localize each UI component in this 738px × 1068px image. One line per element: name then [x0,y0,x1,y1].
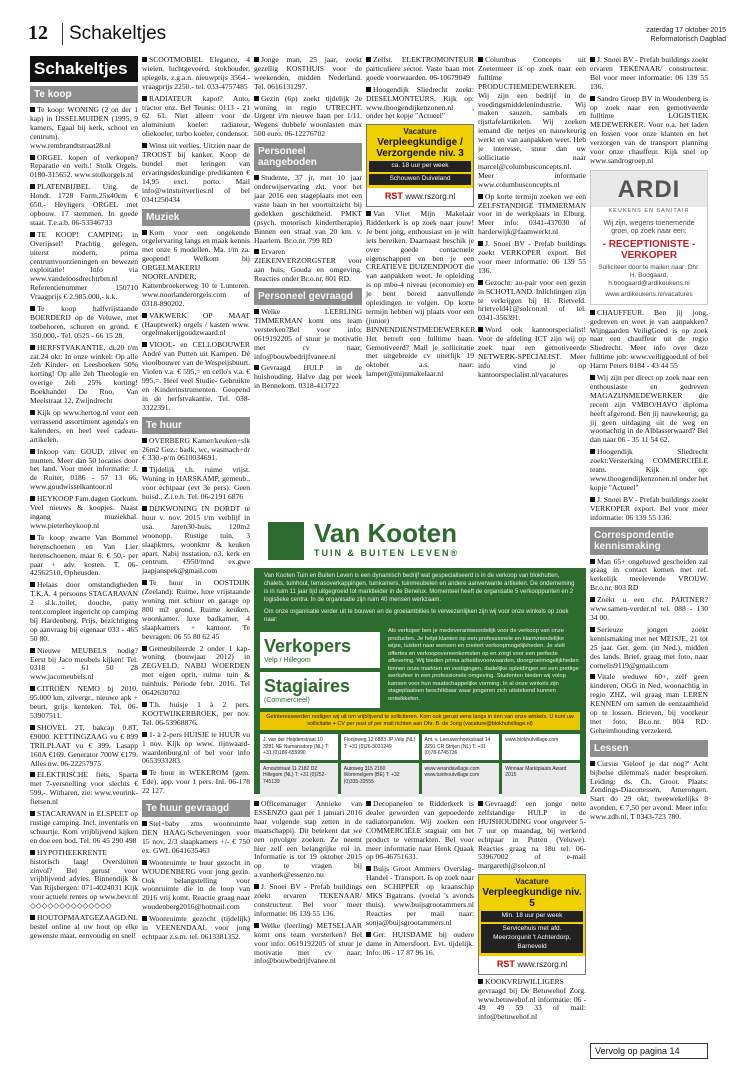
classified-ad: PLATENBIJBEL Uitg. de Hondt. 1728 Form.25x40cm € 650.- Heyligers ORGEL met opbouw. 17 stemmen. In goede staat. T.e.a.b. 06-53346733 [30,182,138,227]
classified-ad: Gezocht: au-pair voor een gezin in SCHOTLAND. Inlichtingen zijn te verkrijgen bij H. Rietveld. hrietveld41@solcon.nl of tel. 0341-356391. [478,277,586,323]
classified-ad: Gevraagd: een jonge nette zelfstandige HULP in de HUISHOUDING voor ongeveer 5-7 uur op maandag, bij werkend echtpaar in Putten (Veluwe). Reacties graag na 18u tel. 06-53967002 of e-mail margarethj@solcon.nl [478,799,586,871]
bullet-square-icon [254,923,259,928]
bullet-square-icon [30,648,35,653]
classified-ad: Te koop: WONING (2 on der 1 kap) in IJSSELMUIDEN (1995, 9 kamers, Egaal bij kerk, school en centrum). www.rembrandtstraat28.nl [30,105,138,150]
ads-list [142,56,250,205]
classified-ad: TE KOOP! CAMPING in Overijssel! Prachtig gelegen, uiterst modern, prima centrumvoorzieningen en bewezen exploitatie! Info via www.vandeloosdrechtrbm.nl Referentienummer 150710 Vraagprijs € 2.985.000,- k.k. [30,229,138,302]
classified-ad: J. Snoei BV - Prefab buildings zoekt VERKOPER export. Bel voor meer informatie: 06 139 55 136. [478,239,586,275]
bullet-square-icon [30,535,35,540]
bullet-square-icon [30,410,35,415]
ads-list [366,800,474,957]
bullet-square-icon [30,725,35,730]
bullet-square-icon [590,375,595,380]
classified-ad: Ervaren ZIEKENVERZORGSTER voor aan huis, Gouda en omgeving. Reacties onder Br.o.nr. 801 RD. [254,247,362,284]
store-item: Ant. v. Leeuwenhoekstraat 14 2291 CR Strijen (NL) T: +31 (0)78-6745736 [422,734,500,760]
bullet-square-icon [590,497,595,502]
classified-ad: HOUTOPMAATGEZAAGD.NL bestel online al uw hout op elke gewenste maat, eenvoudig en snel! [30,913,138,940]
bullet-square-icon [142,57,147,62]
classified-ad: CHAUFFEUR. Ben jij jong, gedreven en weet je van aanpakken? Wijngaarden VeiligGoed is op zoek naar een chauffeur uit de regio Sliedrecht. Meer info over deze fulltime job: www.veiliggoed.nl of bel Harm Peters 0184 - 43 44 55 [590,307,708,371]
classified-ad: VAKWERK OP MAAT (Hauptwerk) orgels / kasten www. orgelmakerijgoudzwaard.nl [142,310,250,338]
bullet-square-icon [254,57,259,62]
bullet-square-icon [142,702,147,707]
classified-ad: Gezin (6p) zoekt tijdelijk 2e woning in regio UTRECHT. Urgent i/m nieuwe baan per 1/11. Wegens dubbele woonlasten max 500 euro. 06-12276702 [254,93,362,139]
vacature-url[interactable]: www.rszorg.nl [517,959,568,969]
bullet-square-icon [254,309,259,314]
classified-ad: ELEKTRISCHE fiets, Sparta met 7-versnelling voor slechts € 599,-. Witharen, zie: www.veurink-fietsen.nl [30,770,138,807]
bullet-square-icon [30,915,35,920]
vankooten-ad [254,514,586,794]
classified-ad: Zoekt u een chr. PARTNER? www.samen-verder.nl tel. 088 - 130 34 00. [590,595,708,622]
classified-ad: SHOVEL 2T, bakcap 0.8T, €9000. KETTINGZAAG vu € 899 TRILPLAAT vu € 399. Lasapp 160A €169. Generator 700W €179. Alles nw. 06-22257975 [30,722,138,768]
column-6 [590,56,708,1038]
classified-ad: J. Snoei BV - Prefab buildings zoekt VERKOPER export. Bel voor meer informatie: 06 139 55 136. [590,494,709,522]
bullet-square-icon [366,87,371,92]
category-personeel-aangeboden: Personeel aangeboden [254,143,362,171]
bullet-square-icon [30,686,35,691]
store-list-2 [254,763,586,797]
bullet-square-icon [30,449,35,454]
classified-ad: Te huur in WEKEROM (gem. Ede), app. voor 1 pers. Inl. 06-178 22 127. [142,768,250,796]
ads-list [366,56,474,121]
bullet-square-icon [142,770,147,775]
page-number: 12 [28,22,48,44]
bullet-square-icon [590,761,595,766]
classified-ad: VIOOL- en CELLOBOUWER André van Putten uit Kampen. Dé vioolbouwer van de Wespeijsbuurt. Violen v.a. € 595,= en cello's v.a. € 995,=. Heel veel Studie- Gebruikte en Kinderinstrumenten. Geopend in de herfstvakantie. Tel. 038-3322391. [142,340,250,412]
classified-ad: Wij zijn per direct op zoek naar een enthousiaste en gedreven MAGAZIJNMEDEWERKER die recent zijn VMBO/HAVO diploma heeft afgerond. Ben jij nauwkeurig, ga jij geen uitdaging uit de weg en woonachtig in de Alblasserwaard? Bel dan naar 06 - 35 11 54 62. [590,373,708,445]
bullet-square-icon [30,184,35,189]
classified-ad: RADIATEUR kapot? Auto, tractor enz. Bel Teunis: 0113 - 21 62 61. Niet alleen voor de aluminium koeler: radiateur, oliekoeler, turbo koeler, condensor. [142,93,250,139]
ads-list [254,174,362,284]
bullet-square-icon [478,979,483,984]
ads-list [30,106,138,941]
classified-ad: Studente, 37 jr, met 10 jaar onderwijservaring zkt. voor het jaar 2016 een stageplaats met een vaste baan in het voortuitzicht bij gedekken geschiktheid. PMKT (psych. motorisch kindertherapie) Binnen een straal van 20 km. v. Haarlem. Br.o.nr. 799 RD [254,173,362,245]
category-correspondentie: Correspondentie kennismaking [590,527,708,555]
category-muziek: Muziek [142,209,250,226]
section-title: Schakeltjes [62,23,166,45]
classified-ad: Ger. HUISDAME bij oudere dame in Amersfoort. Evt. tijdelijk. Info: 06 - 17 87 96 16. [366,929,474,957]
bullet-square-icon [366,211,371,216]
bullet-square-icon [142,342,147,347]
classified-ad: Zelfst. ELEKTROMONTEUR particuliere sector. Vaste baan met goede voorwaarden. 06-10679049 [366,55,474,82]
bullet-square-icon [590,449,595,454]
role-stagiaires: Stagiaires (Commercieel) [260,672,380,708]
classified-ad: Tijdelijk t.h. ruime vrijst. Woning in HARSKAMP, gemeub., voor echtpaar (evt 3e pers). Geen huisd., Z.i.e.h. Tel. 06-2191 6876 [142,465,250,502]
bullet-square-icon [478,241,483,246]
column-5-bottom [478,800,586,1044]
classified-ad: Stel+baby zms woonruimte DEN HAAG/Scheveningen voor 15 nov, 2/3 slaapkamers +/- € 750 ex. GWL 0641635463 [142,819,250,855]
ads-list [142,437,250,796]
bullet-square-icon [366,801,371,806]
classified-ad: HEYKOOP Fam.dagen Gorkum. Veel nieuws & koopjes. Naast ingang muziekhal. www.pieterheykoop.nl [30,494,138,530]
classified-ad: Hoogendijk Sliedrecht zoekt:Versterking COMMERCIËLE team. Kijk op: www.thoogendijkenzonen.nl onder het kopje "Actueel" [590,447,708,492]
classified-ad: Gemeubileerde 2 onder 1 kap-woning (bouwjaar 2012) in ZEGVELD, NABIJ WOERDEN met eigen oprit, ruime tuin & tuinhuis. Periode febr. 2016. Tel 0642630702 [142,643,250,698]
classified-ad: Man 65+ ongehuwd gescheiden zal graag in contact komen met ref. kerkelijk meelevende VROUW. Br.o.nr. 803 RD [590,556,708,593]
rst-logo: RST [496,958,515,969]
vankooten-brand: Van Kooten [314,518,458,548]
bullet-square-icon [590,57,595,62]
ardi-intro: Wij zijn, wegens toenemende groei, op zoek naar een: [603,219,695,235]
classified-ad: HERFSTVAKANTIE, di.20 t/m zat.24 okt: In onze winkel: Op alle 2eh Kinder- en Leesboeken 50% korting! Op alle 2eh Theologie en overige 2eh 25% korting! Boekhandel De Roo, Van Meelstraat 12, Zwijndrecht [30,342,138,406]
classified-ad: Te huur in OOSTDIJK (Zeeland): Ruime, luxe vrijstaande woning met schuur en garage op 800 m2 grond. Ruime keuken, woonkamer, luxe badkamer, 4 slaapkamers + kantoor. Te bevragen: 06 55 80 62 45 [142,578,250,641]
ads-list [478,56,586,380]
ads-list [254,800,362,966]
ardi-url[interactable]: www.ardikeukens.nl/vacatures [605,290,693,298]
classified-ad: Hoogendijk Sliedrecht zoekt: DIESELMONTEURS. Kijk op: www.thoogendijkenzonen.nl , onder het kopje "Actueel" [366,84,474,121]
classified-ad: HYPOTHEEKRENTE historisch laag! Oversluiten zinvol? Bel gerust voor vrijblijvend advies. Binnendijk & Van Rijsbergen: 071-4024031 Kijk voor actuele rentes op www.bevr.nl ◇◇◇◇◇◇◇◇◇◇◇◇◇◇ [30,847,138,911]
ads-list [366,208,478,379]
ads-list [590,558,708,736]
bullet-square-icon [30,155,35,160]
vacature-label: Vacature [515,877,549,887]
vacature-title: Verpleegkundige niv. 5 [482,887,582,910]
bullet-square-icon [142,506,147,511]
classified-ad: Sandro Groep BV in Woudenberg is op zoek naar een gemotiveerde fulltime LOGISTIEK MEDEWERKER. Voor o.a. het laden en lossen voor onze klanten en het verzorgen van de transport planning voor onze chauffeur. Kijk snel op www.sandrogroep.nl [590,93,708,165]
bullet-square-icon [30,306,35,311]
classified-ad: Nieuwe MEUBELS nodig? Eerst bij Jaco meubels kijken! Tel. 0318 - 61 50 28 www.jacomeubels.nl [30,645,138,682]
classified-ad: Kom voor een ongekende orgelervaring langs en maak kennis met onze 6 modellen. Ma. t/m za. geopend! Welkom bij ORGELMAKERIJ NOORLANDER, Kattenbroekerweg 10 te Lunteren. www.noorlanderorgels.com of 0318-890202. [142,227,250,308]
classified-ad: STACARAVAN in ELSPEET op rustige camping. Incl. inventaris en schuurtje. Kom vrijblijvend kijken en doe een bod. Tel. 06 45 290 498 [30,809,138,845]
bullet-square-icon [590,597,595,602]
bullet-square-icon [142,467,147,472]
classified-ad: Van Vliet Mijn Makelaar Ridderkerk is op zoek naar jouw! Je bent jong, enthousiast en je wilt iets bereiken. Daarnaast beschik je over goede contactuele eigenschappen en ben je een CREATIEVE DUIZENDPOOT die van aanpakken weet. Je opleiding is op mbo-4 niveau (economie) en je bent bereid aanvullende opleidingen te volgen. Op korte termijn hebben wij plaats voor een (junior) BINNENDIENSTMEDEWERKER. Het betreft een fulltime baan. Gemotiveerd? Mail je sollicitatie met uitgebreide cv uiterlijk 19 oktober a.s. naar: lamper@mijnmakelaar.nl [366,208,478,379]
vacature-box [366,124,474,207]
vacature-location: Schouwen Duiveland [369,174,471,185]
bullet-square-icon [478,801,483,806]
store-item: Florijnweg 12 6883 JP Velp (NL) T: +31 (0)26-3031249 [341,734,419,760]
column-4-bottom [366,800,474,1044]
rst-logo: RST [384,191,403,202]
bullet-square-icon [142,96,147,101]
bullet-square-icon [254,365,259,370]
bullet-square-icon [30,107,35,112]
classified-ad: Woonruimte gezocht (tijdelijk) in VEENENDAAL voor jong echtpaar z.s.m. tel. 0613381352. [142,914,250,941]
ads-list [142,820,250,942]
vacature-url[interactable]: www.rszorg.nl [405,192,456,202]
classified-ad: KOOKVRIJWILLIGERS gevraagd bij De Betuwehof Zorg. www.betuwehof.nl informatie: 06 - 49 49 59 33 of mail: info@betuwehof.nl [478,976,586,1022]
classified-ad: Welke (leerling) METSELAAR komt ons team versterken? Bel voor info: 0619192205 of stuur je motivatie met cv naar; info@bouwbedrijfvanee.nl [254,920,362,966]
classified-ad: Vitale weduwe 60+, zelf geen kinderen, OGG in Ned, woonachtig in regio ZHZ, wil graag man LEREN KENNEN om samen de eenzaamheid op te lossen. Brieven, bij voorkeur met foto, Br.o.nr. 804 RD. Geheimhouding verzekerd. [590,672,708,735]
bullet-square-icon [30,811,35,816]
bullet-square-icon [254,801,259,806]
ardi-logo-sub: KEUKENS EN SANITAIR [608,207,690,214]
vacature-hours: ca. 18 uur per week [369,161,471,172]
bullet-square-icon [142,438,147,443]
classified-ad: J. Snoei BV - Prefab buildings zoekt ervaren TEKENAAR/ constructeur. Bel voor meer informatie: 06 139 55 136. [590,55,709,91]
vankooten-intro: Van Kooten Tuin en Buiten Leven is een dynamisch bedrijf wat gespecialiseerd is in de verkoop van blokhutten, chalets, tuinhout, terrasoverkappingen, tuinkamers, tuinmeubelen en andere aanverwante artikelen. De onderneming is in ruim 11 jaar tijd uitgegroeid tot marktleider in de Benelux. Momenteel heeft de organisatie 5 verkooppunten en 2 logistieke centra. In de organisatie zijn ruim 40 mensen werkzaam. [264,573,575,603]
bullet-square-icon [590,96,595,101]
bullet-square-icon [142,821,147,826]
ads-list [142,229,250,413]
store-urls[interactable]: www.verandavillage.com www.tuinhoutvillage.com [422,763,500,797]
category-te-huur-gevraagd: Te huur gevraagd [142,800,250,817]
ads-list [254,308,362,391]
column-3 [254,55,362,391]
bullet-square-icon [142,646,147,651]
bullet-square-icon [590,674,595,679]
classified-ad: Decopanelen te Ridderkerk is dealer geworden van gepoederde radiatorpanelen. Wij zoeken een COMMERCIËLE stagiair om het product te vermarkten. Bel voor meer informatie naar Henk Quaak op 06-46751631. [366,799,474,862]
vankooten-description: Als verkoper ben je medeverantwoordelijk voor de verkoop van onze producten. Je helpt klanten op een professionele en klantvriendelijke wijze, luistert naar wensen en creëert verkoopmogelijkheden. Je stelt offertes en verkoopovereenkomsten op en zorgt voor een perfecte aflevering. Wij bieden prima arbeidsvoorwaarden, doorgroeimogelijkheden binnen onze markten en vestigingen, dadelijke opleidingen en een prettige werksfeer in een professionele omgeving. Studenten bieden wij volop kansen voor hun maatschappelijke vorming. In al onze winkels zijn stageplaatsen beschikbaar waar jongeren zich uitstekend kunnen ontwikkelen. [388,628,579,702]
column-5 [478,55,586,379]
bullet-square-icon [142,732,147,737]
bullet-square-icon [30,850,35,855]
classified-ad: Word ook kantoorspecialist! Voor de afdeling ICT zijn wij op zoek naar een gemotiveerde NETWERK-SPECIALIST. Meer info vind je op kantoorspecialist.nl/vacatures [478,325,586,379]
ads-list [478,978,586,1023]
classified-ad: DIJKWONING IN DORDT te huur v. nov. 2015 t/m verblijf in usa. Jaren30-huis, 120m2 woonopp. Rustige tuin, 3 slaapkmrs, woonkmr & keuken apart. Nabij nsstation, n3, kerk en centrum. €950/mnd ex.gwe jaapjanspek@gmail.com [142,503,250,576]
vankooten-tagline: TUIN & BUITEN LEVEN® [314,548,460,558]
bullet-square-icon [142,230,147,235]
bullet-square-icon [478,280,483,285]
column-title: Schakeltjes [30,56,138,82]
vacature-label: Vacature [403,127,437,137]
ardi-apply: Solliciteer door te mailen naar: Dhr. H. Boogaard, h.boogaard@ardikeukens.nl [598,263,700,287]
bullet-square-icon [478,327,483,332]
bullet-square-icon [366,57,371,62]
bullet-square-icon [30,582,35,587]
classified-ad: 1- à 2-pers HUISJE te HUUR vu 1 nov. Kijk op www. rijnwaard-waardenburg.nl of bel voor info 0653933283. [142,729,250,766]
vankooten-apply: Geïnteresseerden nodigen wij uit om vrijblijvend te solliciteren. Kom ook gerust eens langs in één van onze winkels. U kunt uw sollicitatie + CV per post of per mail richten aan Dhr. B. de Jong (vacature@blokhutvillage.nl) [260,712,580,730]
classified-ad: ORGEL kopen of verkopen? Reparatie en verh.! Stolk Orgels. 0180-315652. www.stolkorgels.nl [30,152,138,180]
classified-ad: Op korte termijn zoeken we een ZELFSTANDIGE TIMMERMAN voor in de werkplaats in Elburg. Meer info: 0341-437030 of harderwijk@faamwerkt.nl [478,191,586,237]
bullet-square-icon [30,232,35,237]
ardi-logo: ARDI [591,171,707,207]
bullet-square-icon [590,559,595,564]
store-item: Arnoutstraat 11 2182 DZ Hillegom (NL) T: +31 (0)252-745139 [260,763,338,797]
classified-ad: Inkoop van: GOUD, zilver en munten. Meer dan 50 locaties door het land. Voor meer informatie: J. de Ruiter, 0186 - 57 13 66, www.goudwisselkantoor.nl [30,446,138,492]
classified-ad: CITROËN NEMO bj 2010, 95.000 km, zilvergr., nieuwe apk + beurt, grijs kenteken. Tel. 06-53907511. [30,684,138,720]
classified-ad: Buijs Groot Ammers Overslag- Handel - Transport. Is op zoek naar een SCHIPPER op kraanschip MKS Bgatrans. (voelal 's avonds thuis). www.buijsgrootammers.nl Reacties per mail naar: sonja@buijsgrootammers.nl [366,864,474,927]
bullet-square-icon [30,496,35,501]
classified-ad: Helaas door omstandigheden T.K.A. 4 persoons STACARAVAN 2 sl.k.,toilet, douche, patty tent.compleet ingericht op camping bij Hardenberg. Prijs, bezichtiging op aanvraag bij eigenaar 033 - 465 50 80. [30,580,138,643]
page-header [28,22,726,48]
classified-ad: Welke LEERLING TIMMERMAN komt ons team versterken?Bel voor info; 0619192205 of stuur je motivatie met cv naar; info@bouwbedrijfvanee.nl [254,307,362,361]
store-item: Autoweg 315 2160 Wommelgem (BE) T: +32 (0)335-32555 [341,763,419,797]
page-date: zaterdag 17 oktober 2015 Reformatorisch Dagblad [646,27,726,43]
classified-ad: J. Snoei BV - Prefab buildings zoekt ervaren TEKENAAR/ constructeur. Bel voor meer informatie: 06 139 55 136. [254,882,362,918]
bullet-square-icon [254,249,259,254]
bullet-square-icon [142,860,147,865]
bullet-square-icon [366,932,371,937]
ads-list [590,760,708,822]
bullet-square-icon [478,57,483,62]
classified-ad: Officemanager Annieke van ESSENZO gaat per 1 januari 2016 haar volgende stap zetten in de maatschappij. Dit betekent dat we een opvolger zoeken. Ze neemt hier zelf een belangrijke rol in. Informatie is tot 19 oktober 2015 op te vragen bij a.vanherk@essenzo.nu [254,799,362,880]
bullet-square-icon [142,313,147,318]
classified-ad: Winst uit verlies, Uitzien naar de TROOST bij kanker. Koop de bundel met leringen van ervaringsdeskundige predikanten € 14,95 excl. porto. Mail info@winstuitverlies.nl of bel 0341250434 [142,141,250,204]
vacature-hours: Min. 18 uur per week [481,911,583,922]
bullet-square-icon [254,175,259,180]
category-te-koop: Te koop [30,86,138,103]
bullet-square-icon [254,884,259,889]
classified-ad: SCOOTMOBIEL Elegance, 4 wielen, luchtgeveerd, stokhouder, spiegels, z.g.a.n. nieuwprijs 3564.- vraagprijs 2250.- tel. 033-4757485 [142,55,250,91]
classified-ad: Woonruimte te huur gezocht in WOUDENBERG voor jong gezin. Ook belangstelling voor woonruimte die in de loop van 2016 vrij komt. Reactie graag naar woudenberg2016@hotmail.com [142,857,250,912]
classified-ad: Serieuze jongen zoekt kennismaking met net MEISJE, 21 tot 25 jaar. Ger. gem. (in Ned.), midden des lands. Brief, graag met foto, naar cornelis9119@gmail.com [590,624,708,670]
classified-ad: Cursus 'Geloof je dat nog?' Acht bijbelse dilemma's nader besproken. Leiding: ds. Ch. Groot. Plaats: Zendings-Diaconessen, Amerongen. Start do 29 okt; tweewekelijks 8 avonden, € 7,50 per avond. Meer info: www.zdh.nl, T 0343-723 780. [590,758,708,822]
ardi-role: - RECEPTIONISTE - VERKOPER [602,238,696,261]
vacature-extra: Servicehuis met afd. Meerzorgunit 't Achterdorp, Barneveld [481,924,583,953]
column-4 [366,55,478,379]
classified-ad: T.h. huisje 1 à 2 pers. KOOTWIJKERBROEK, per nov. Tel. 06-53968876. [142,700,250,727]
continued-on-page[interactable]: Vervolg op pagina 14 [590,1043,708,1059]
bullet-square-icon [478,194,483,199]
column-3-bottom [254,800,362,1044]
store-list [254,734,586,760]
bullet-square-icon [142,580,147,585]
bullet-square-icon [590,627,595,632]
category-lessen: Lessen [590,740,708,757]
store-item: J. van der Heijdenstraat 10 3281 NE Numansdorp (NL) T: +31 (0)186-655990 [260,734,338,760]
ads-list [254,56,362,139]
store-url[interactable]: www.blokhutvillage.com [502,734,580,760]
role-verkopers: Verkopers Velp / Hillegom [260,632,380,668]
vacature-box-2 [478,874,586,974]
ads-list [590,56,708,166]
house-logo-icon [268,522,304,560]
bullet-square-icon [30,772,35,777]
bullet-square-icon [30,345,35,350]
vankooten-looking: Om onze organisatie verder uit te bouwen en de groeiambities te verwezenlijken zijn wij voor onze winkels op zoek naar: [264,609,569,623]
bullet-square-icon [366,866,371,871]
bullet-square-icon [142,143,147,148]
vacature-title: Verpleegkundige / Verzorgende niv. 3 [376,137,464,160]
bullet-square-icon [142,916,147,921]
award-badge: Winnaar Marktplaats Award 2015 [502,763,580,797]
category-te-huur: Te huur [142,417,250,434]
bullet-square-icon [590,310,595,315]
ardi-ad [590,170,708,305]
column-1 [30,56,138,1056]
classified-ad: OVERBERG Kamer/keuken+slk 26m2 Gez.: badk, wc, wasmach+dr € 330.-p/m 0610034691. [142,435,250,463]
classified-ad: Kijk op www.hertog.nl voor een verrassend assortiment agenda's en kalenders, en heel veel cadeau-artikelen. [30,408,138,444]
classified-ad: Gevraagd HULP in de huishouding. Halve dag per week in Bennekom. 0318-413722 [254,363,362,391]
ads-list [478,800,586,871]
classified-ad: Te koop halfvrijstaande BOERDERIJ op de Veluwe, met toebehoren, schuren en grond. € 350.000,- Tel. 0525 - 66 15 28. [30,304,138,340]
bullet-square-icon [254,96,259,101]
classified-ad: Jonge man, 25 jaar, zoekt gezellig KOSTHUIS voor de weekenden, midden Nederland. Tel. 0616131297. [254,55,362,91]
classified-ad: Te koop zwarte Van Bommel herenschoenen en Van Lier herenschoenen, maat 6. € 50,- per paar + adv. kosten. T. 06-42562510, Opheusden. [30,532,138,578]
category-personeel-gevraagd: Personeel gevraagd [254,288,362,305]
classified-ad: Columbus Concepts uit Zoetermeer is op zoek naar een fulltime PRODUCTIEMEDEWERKER. Wij zijn een bedrijf in de voedingsmiddelenindustrie. Wij maken sauzen, sambals en rijsttafelartikelen. Wij zoeken iemand die netjes en nauwkeurig werkt en van aanpakken weet. Heb je interesse, stuur dan uw sollicitatie naar marcel@columbusconcepts.nl. Meer informatie www.columbusconcepts.nl [478,55,586,189]
column-2 [142,56,250,1056]
ads-list [590,309,708,523]
